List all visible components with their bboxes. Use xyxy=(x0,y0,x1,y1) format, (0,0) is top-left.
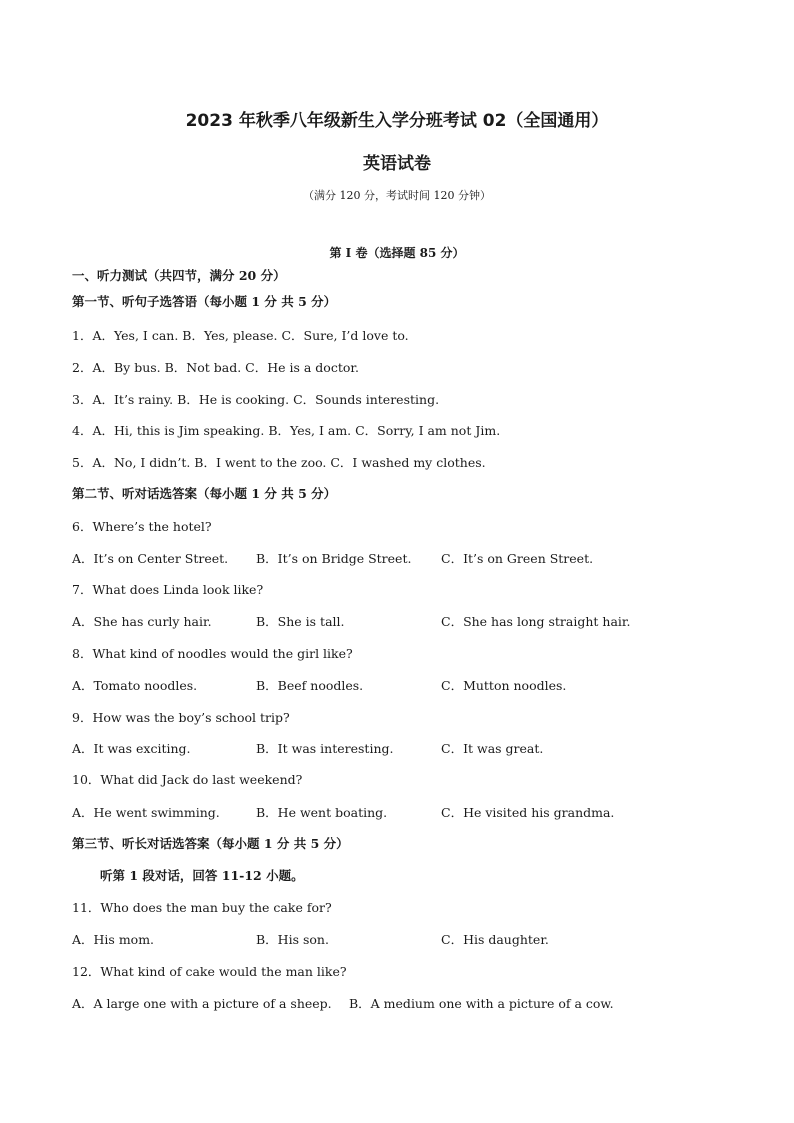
question-1: 1．A．Yes, I can. B．Yes, please. C．Sure, I’d love to. xyxy=(72,328,409,343)
question-2: 2．A．By bus. B．Not bad. C．He is a doctor. xyxy=(72,360,359,375)
question-11-option-a: A．His mom. xyxy=(72,932,155,947)
question-6-option-a: A．It’s on Center Street. xyxy=(72,551,229,566)
question-11: 11．Who does the man buy the cake for? xyxy=(72,900,332,915)
question-7-option-b: B．She is tall. xyxy=(256,614,345,629)
question-3: 3．A．It’s rainy. B．He is cooking. C．Sounds interesting. xyxy=(72,392,440,407)
listening-section-heading: 一、听力测试（共四节，满分 20 分） xyxy=(72,268,286,283)
dialogue-instruction: 听第 1 段对话，回答 11-12 小题。 xyxy=(100,868,304,883)
question-12: 12．What kind of cake would the man like? xyxy=(72,964,347,979)
question-10-option-b: B．He went boating. xyxy=(256,805,388,820)
question-4: 4．A．Hi, this is Jim speaking. B．Yes, I am. C．Sorry, I am not Jim. xyxy=(72,423,501,438)
question-9-option-b: B．It was interesting. xyxy=(256,741,394,756)
question-11-option-c: C．His daughter. xyxy=(441,932,549,947)
question-9-option-a: A．It was exciting. xyxy=(72,741,191,756)
question-7-option-a: A．She has curly hair. xyxy=(72,614,212,629)
exam-note: （满分 120 分，考试时间 120 分钟） xyxy=(303,189,491,202)
question-10-option-a: A．He went swimming. xyxy=(72,805,220,820)
question-10: 10．What did Jack do last weekend? xyxy=(72,772,303,787)
question-7-option-c: C．She has long straight hair. xyxy=(441,614,631,629)
part-one-heading: 第 I 卷（选择题 85 分） xyxy=(329,246,465,260)
question-6-option-c: C．It’s on Green Street. xyxy=(441,551,594,566)
question-9: 9．How was the boy’s school trip? xyxy=(72,710,290,725)
section-two-heading: 第二节、听对话选答案（每小题 1 分 共 5 分） xyxy=(72,486,337,501)
question-8-option-c: C．Mutton noodles. xyxy=(441,678,567,693)
exam-subject: 英语试卷 xyxy=(363,154,431,174)
section-one-heading: 第一节、听句子选答语（每小题 1 分 共 5 分） xyxy=(72,294,337,309)
section-three-heading: 第三节、听长对话选答案（每小题 1 分 共 5 分） xyxy=(72,836,349,851)
question-12-option-b: B．A medium one with a picture of a cow. xyxy=(349,996,614,1011)
exam-title: 2023 年秋季八年级新生入学分班考试 02（全国通用） xyxy=(185,111,609,131)
question-9-option-c: C．It was great. xyxy=(441,741,544,756)
question-10-option-c: C．He visited his grandma. xyxy=(441,805,615,820)
question-6-option-b: B．It’s on Bridge Street. xyxy=(256,551,412,566)
question-8-option-a: A．Tomato noodles. xyxy=(72,678,198,693)
question-6: 6．Where’s the hotel? xyxy=(72,519,212,534)
question-8: 8．What kind of noodles would the girl like? xyxy=(72,646,353,661)
question-11-option-b: B．His son. xyxy=(256,932,329,947)
question-12-option-a: A．A large one with a picture of a sheep. xyxy=(72,996,332,1011)
question-7: 7．What does Linda look like? xyxy=(72,582,264,597)
question-5: 5．A．No, I didn’t. B．I went to the zoo. C．I washed my clothes. xyxy=(72,455,486,470)
question-8-option-b: B．Beef noodles. xyxy=(256,678,364,693)
